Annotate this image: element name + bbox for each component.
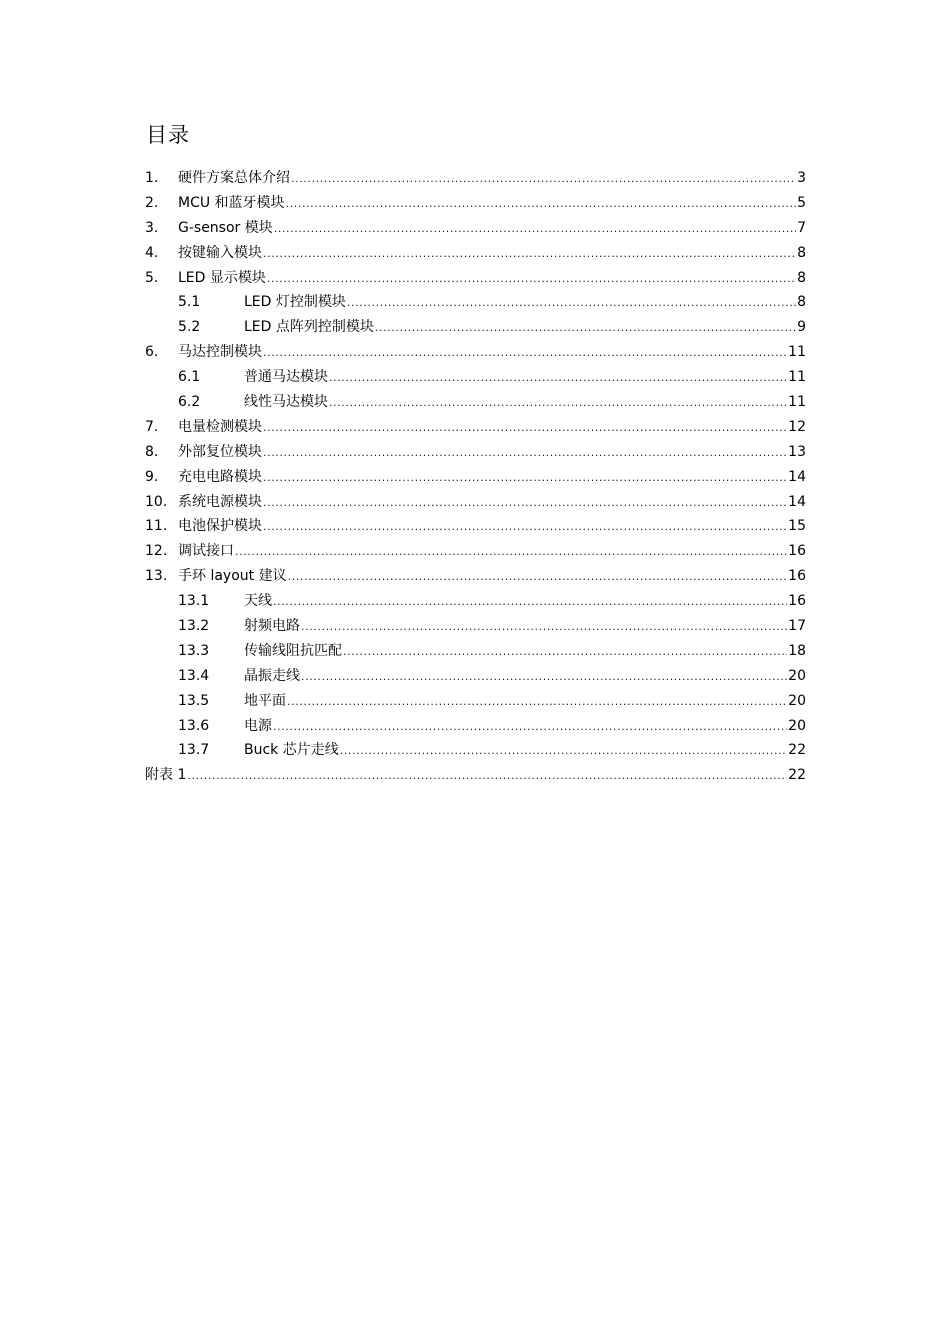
toc-entry-title: 外部复位模块	[178, 443, 262, 460]
toc-entry-page-number: 18	[788, 642, 806, 659]
toc-entry-title: 地平面	[244, 692, 286, 709]
toc-entry-page-number: 15	[788, 518, 806, 535]
toc-dot-leader	[291, 166, 796, 191]
toc-entry-number: 13.4	[178, 667, 210, 684]
toc-entry[interactable]	[145, 315, 806, 340]
toc-dot-leader	[263, 465, 787, 490]
toc-entry-title: 硬件方案总体介绍	[178, 170, 290, 186]
toc-entry[interactable]	[145, 539, 806, 564]
toc-entry-title: 调试接口	[178, 543, 234, 560]
toc-entry[interactable]	[145, 514, 806, 539]
toc-entry-page-number: 8	[797, 244, 806, 261]
toc-entry-page-number: 14	[788, 468, 806, 485]
toc-entry[interactable]	[145, 266, 806, 291]
toc-dot-leader	[340, 738, 787, 763]
toc-entry[interactable]	[145, 216, 806, 241]
toc-dot-leader	[235, 539, 787, 564]
toc-entry-number: 13.5	[178, 692, 210, 709]
toc-entry-page-number: 16	[788, 593, 806, 610]
toc-entry-title: 普通马达模块	[244, 369, 328, 386]
toc-entry-title: 电池保护模块	[178, 518, 262, 535]
toc-entry-title: 附表 1	[145, 767, 187, 784]
toc-entry-number: 6.	[145, 344, 159, 361]
toc-entry-title: LED 显示模块	[178, 269, 266, 286]
toc-entry-title: Buck 芯片走线	[244, 742, 339, 759]
toc-dot-leader	[273, 714, 787, 739]
toc-entry-number: 13.2	[178, 618, 210, 635]
toc-entry-title: 线性马达模块	[244, 394, 328, 411]
toc-entry[interactable]	[145, 564, 806, 589]
toc-entry-number: 8.	[145, 443, 159, 460]
toc-entry-title: 电量检测模块	[178, 418, 262, 435]
toc-entry[interactable]	[145, 689, 806, 714]
toc-entry[interactable]	[145, 166, 806, 191]
toc-entry-number: 13.3	[178, 642, 210, 659]
toc-entry-title: 马达控制模块	[178, 344, 262, 361]
toc-entry-title: 晶振走线	[244, 667, 300, 684]
toc-title: 目录	[146, 123, 190, 147]
toc-entry-title: LED 灯控制模块	[244, 294, 346, 311]
toc-entry-page-number: 12	[788, 418, 806, 435]
toc-dot-leader	[329, 390, 787, 415]
toc-entry-page-number: 8	[797, 294, 806, 311]
toc-entry-page-number: 22	[788, 742, 806, 759]
toc-entry[interactable]	[145, 390, 806, 415]
toc-entry[interactable]	[145, 763, 806, 788]
toc-dot-leader	[287, 689, 787, 714]
toc-entry-page-number: 5	[797, 194, 806, 211]
toc-entry-title: 天线	[244, 593, 272, 610]
toc-entry-title: 电源	[244, 717, 272, 734]
toc-entry-page-number: 20	[788, 667, 806, 684]
toc-dot-leader	[375, 315, 796, 340]
toc-entry-number: 6.1	[178, 369, 201, 386]
toc-entry[interactable]	[145, 714, 806, 739]
toc-entry-number: 5.2	[178, 319, 201, 336]
toc-entry-title: 射频电路	[244, 618, 300, 635]
toc-entry-number: 13.7	[178, 742, 210, 759]
toc-entry-page-number: 16	[788, 543, 806, 560]
toc-entry-page-number: 3	[797, 170, 806, 186]
toc-entry-page-number: 20	[788, 692, 806, 709]
toc-entry-title: 传输线阻抗匹配	[244, 642, 342, 659]
toc-dot-leader	[301, 664, 787, 689]
toc-entry-number: 13.6	[178, 717, 210, 734]
toc-entry-number: 13.	[145, 568, 168, 585]
toc-entry-page-number: 20	[788, 717, 806, 734]
toc-entry[interactable]	[145, 241, 806, 266]
toc-entry[interactable]	[145, 191, 806, 216]
toc-dot-leader	[263, 440, 787, 465]
toc-dot-leader	[347, 290, 796, 315]
toc-entry-title: 按键输入模块	[178, 244, 262, 261]
toc-entry-title: 充电电路模块	[178, 468, 262, 485]
toc-entry-title: MCU 和蓝牙模块	[178, 194, 285, 211]
toc-dot-leader	[343, 639, 787, 664]
toc-entry[interactable]	[145, 365, 806, 390]
toc-entry-page-number: 14	[788, 493, 806, 510]
toc-entry-page-number: 11	[788, 394, 806, 411]
toc-dot-leader	[187, 763, 787, 788]
toc-entry-number: 6.2	[178, 394, 201, 411]
toc-entry[interactable]	[145, 589, 806, 614]
toc-entry-number: 7.	[145, 418, 159, 435]
toc-entry-number: 1.	[145, 170, 159, 186]
toc-entry-number: 3.	[145, 219, 159, 236]
toc-entry-page-number: 8	[797, 269, 806, 286]
toc-entry-title: 手环 layout 建议	[178, 568, 287, 585]
toc-entry[interactable]	[145, 440, 806, 465]
toc-dot-leader	[263, 415, 787, 440]
toc-entry-page-number: 13	[788, 443, 806, 460]
toc-dot-leader	[329, 365, 787, 390]
toc-dot-leader	[301, 614, 787, 639]
toc-entry[interactable]	[145, 639, 806, 664]
toc-entry-title: LED 点阵列控制模块	[244, 319, 374, 336]
toc-entry-number: 12.	[145, 543, 168, 560]
toc-dot-leader	[263, 490, 787, 515]
toc-entry-title: 系统电源模块	[178, 493, 262, 510]
toc-entry-page-number: 16	[788, 568, 806, 585]
toc-dot-leader	[263, 514, 787, 539]
toc-entry[interactable]	[145, 290, 806, 315]
toc-entry-number: 2.	[145, 194, 159, 211]
toc-entry[interactable]	[145, 415, 806, 440]
toc-entry-page-number: 11	[788, 344, 806, 361]
toc-dot-leader	[267, 266, 796, 291]
toc-entry-number: 11.	[145, 518, 168, 535]
toc-list	[145, 166, 806, 788]
toc-entry-number: 4.	[145, 244, 159, 261]
toc-entry-number: 13.1	[178, 593, 210, 610]
toc-entry-number: 9.	[145, 468, 159, 485]
toc-entry-number: 5.	[145, 269, 159, 286]
toc-entry[interactable]	[145, 490, 806, 515]
toc-entry-page-number: 22	[788, 767, 806, 784]
toc-entry-page-number: 9	[797, 319, 806, 336]
toc-entry-page-number: 17	[788, 618, 806, 635]
toc-dot-leader	[263, 340, 787, 365]
toc-entry[interactable]	[145, 340, 806, 365]
toc-dot-leader	[263, 241, 796, 266]
toc-entry[interactable]	[145, 465, 806, 490]
toc-entry-number: 5.1	[178, 294, 201, 311]
toc-dot-leader	[274, 216, 796, 241]
toc-entry[interactable]	[145, 738, 806, 763]
toc-entry-page-number: 11	[788, 369, 806, 386]
toc-entry-title: G-sensor 模块	[178, 219, 273, 236]
toc-dot-leader	[286, 191, 797, 216]
toc-entry[interactable]	[145, 664, 806, 689]
toc-entry[interactable]	[145, 614, 806, 639]
toc-dot-leader	[273, 589, 787, 614]
toc-entry-page-number: 7	[797, 219, 806, 236]
toc-dot-leader	[288, 564, 788, 589]
toc-entry-number: 10.	[145, 493, 168, 510]
